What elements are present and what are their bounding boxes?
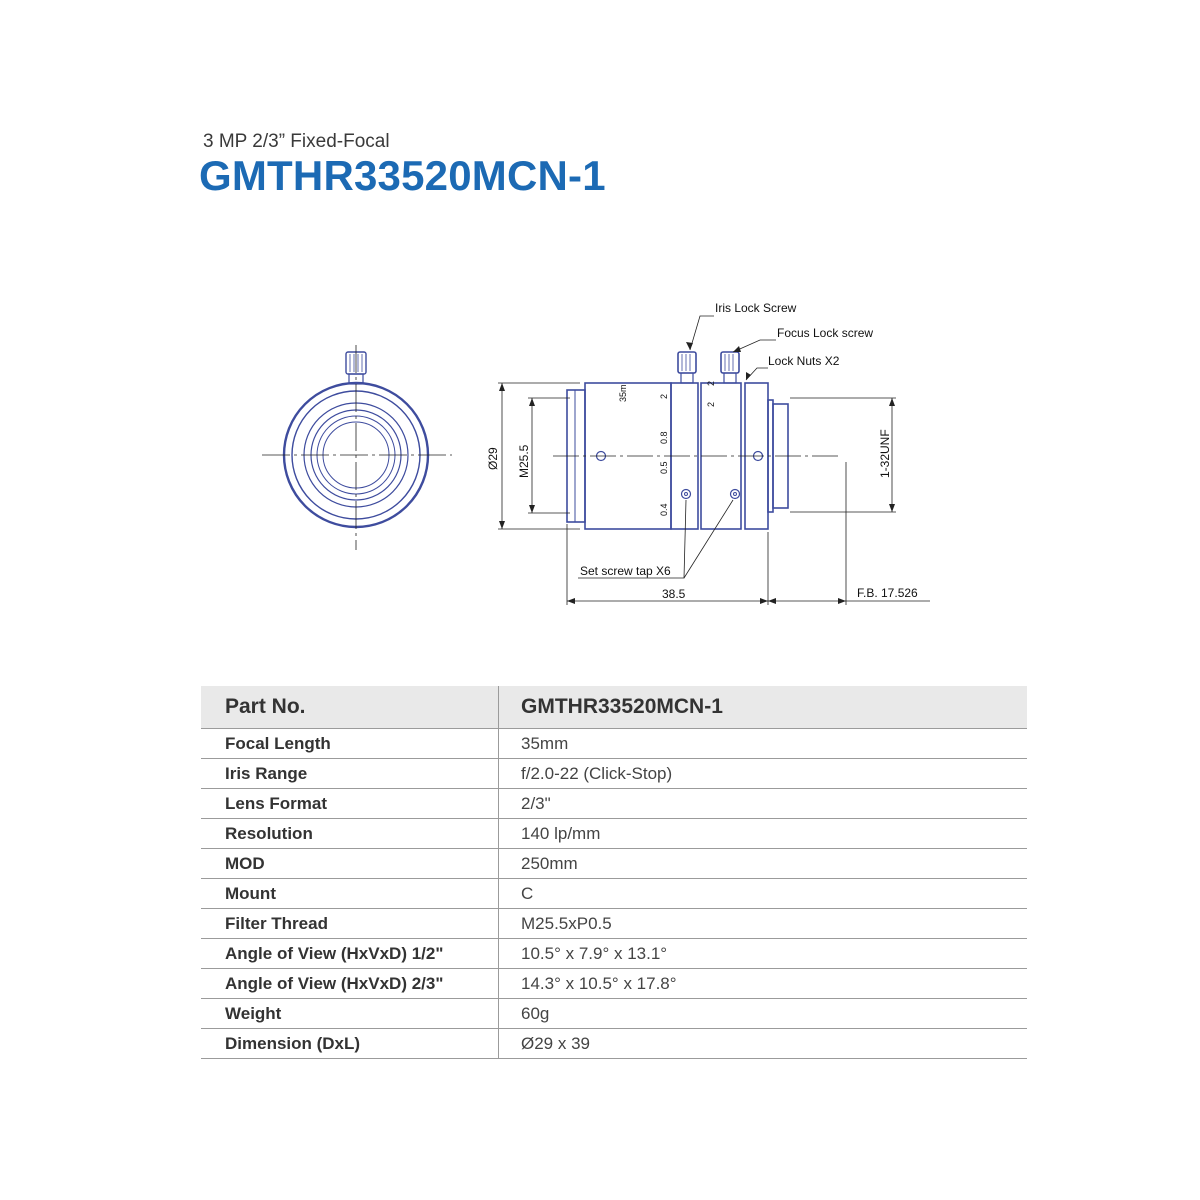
spec-value: M25.5xP0.5 xyxy=(499,909,1028,939)
spec-row xyxy=(201,789,1027,819)
iris-mark-3: 0.5 xyxy=(659,461,669,474)
iris-mark-2: 0.8 xyxy=(659,431,669,444)
spec-row xyxy=(201,879,1027,909)
focal-mark-label: 35m xyxy=(618,384,628,402)
product-title: GMTHR33520MCN-1 xyxy=(199,152,606,199)
spec-value: 35mm xyxy=(499,729,1028,759)
focus-lock-screw-label: Focus Lock screw xyxy=(777,326,874,340)
spec-value: 60g xyxy=(499,999,1028,1029)
spec-label: Weight xyxy=(201,999,499,1029)
mount-thread-label: 1-32UNF xyxy=(878,429,892,478)
product-subtitle: 3 MP 2/3” Fixed-Focal xyxy=(203,131,390,152)
spec-value: Ø29 x 39 xyxy=(499,1029,1028,1059)
spec-row xyxy=(201,909,1027,939)
focus-mark-1: 2 xyxy=(706,380,716,386)
length-dimension-label: 38.5 xyxy=(662,587,686,601)
focus-mark-2: 2 xyxy=(706,401,716,407)
spec-label: Filter Thread xyxy=(201,909,499,939)
spec-row xyxy=(201,819,1027,849)
iris-mark-1: 2 xyxy=(659,393,669,399)
spec-label: Resolution xyxy=(201,819,499,849)
spec-value: 2/3" xyxy=(499,789,1028,819)
spec-row xyxy=(201,999,1027,1029)
lock-nuts-label: Lock Nuts X2 xyxy=(768,354,840,368)
filter-thread-dimension-label: M25.5 xyxy=(517,444,531,478)
spec-value: 140 lp/mm xyxy=(499,819,1028,849)
spec-label: Lens Format xyxy=(201,789,499,819)
spec-label: Mount xyxy=(201,879,499,909)
spec-label: MOD xyxy=(201,849,499,879)
diameter-label: Ø29 xyxy=(486,447,500,470)
spec-row xyxy=(201,729,1027,759)
lens-side-view xyxy=(567,352,788,529)
part-no-value: GMTHR33520MCN-1 xyxy=(499,686,1028,729)
spec-value: 10.5° x 7.9° x 13.1° xyxy=(499,939,1028,969)
spec-row xyxy=(201,969,1027,999)
spec-row xyxy=(201,759,1027,789)
spec-label: Dimension (DxL) xyxy=(201,1029,499,1059)
spec-table xyxy=(201,686,1027,1059)
spec-label: Iris Range xyxy=(201,759,499,789)
iris-mark-4: 0.4 xyxy=(659,503,669,516)
spec-label: Focal Length xyxy=(201,729,499,759)
set-screw-tap-label: Set screw tap X6 xyxy=(580,564,671,578)
spec-row xyxy=(201,1029,1027,1059)
spec-label: Angle of View (HxVxD) 1/2" xyxy=(201,939,499,969)
spec-row xyxy=(201,939,1027,969)
spec-value: f/2.0-22 (Click-Stop) xyxy=(499,759,1028,789)
dimension-lines xyxy=(498,316,930,605)
spec-label: Angle of View (HxVxD) 2/3" xyxy=(201,969,499,999)
spec-table-header xyxy=(201,686,1027,729)
spec-row xyxy=(201,849,1027,879)
lens-front-view xyxy=(262,345,452,550)
part-no-label: Part No. xyxy=(201,686,499,729)
spec-value: 14.3° x 10.5° x 17.8° xyxy=(499,969,1028,999)
spec-value: 250mm xyxy=(499,849,1028,879)
iris-lock-screw-label: Iris Lock Screw xyxy=(715,301,797,315)
spec-value: C xyxy=(499,879,1028,909)
flange-back-label: F.B. 17.526 xyxy=(857,586,918,600)
